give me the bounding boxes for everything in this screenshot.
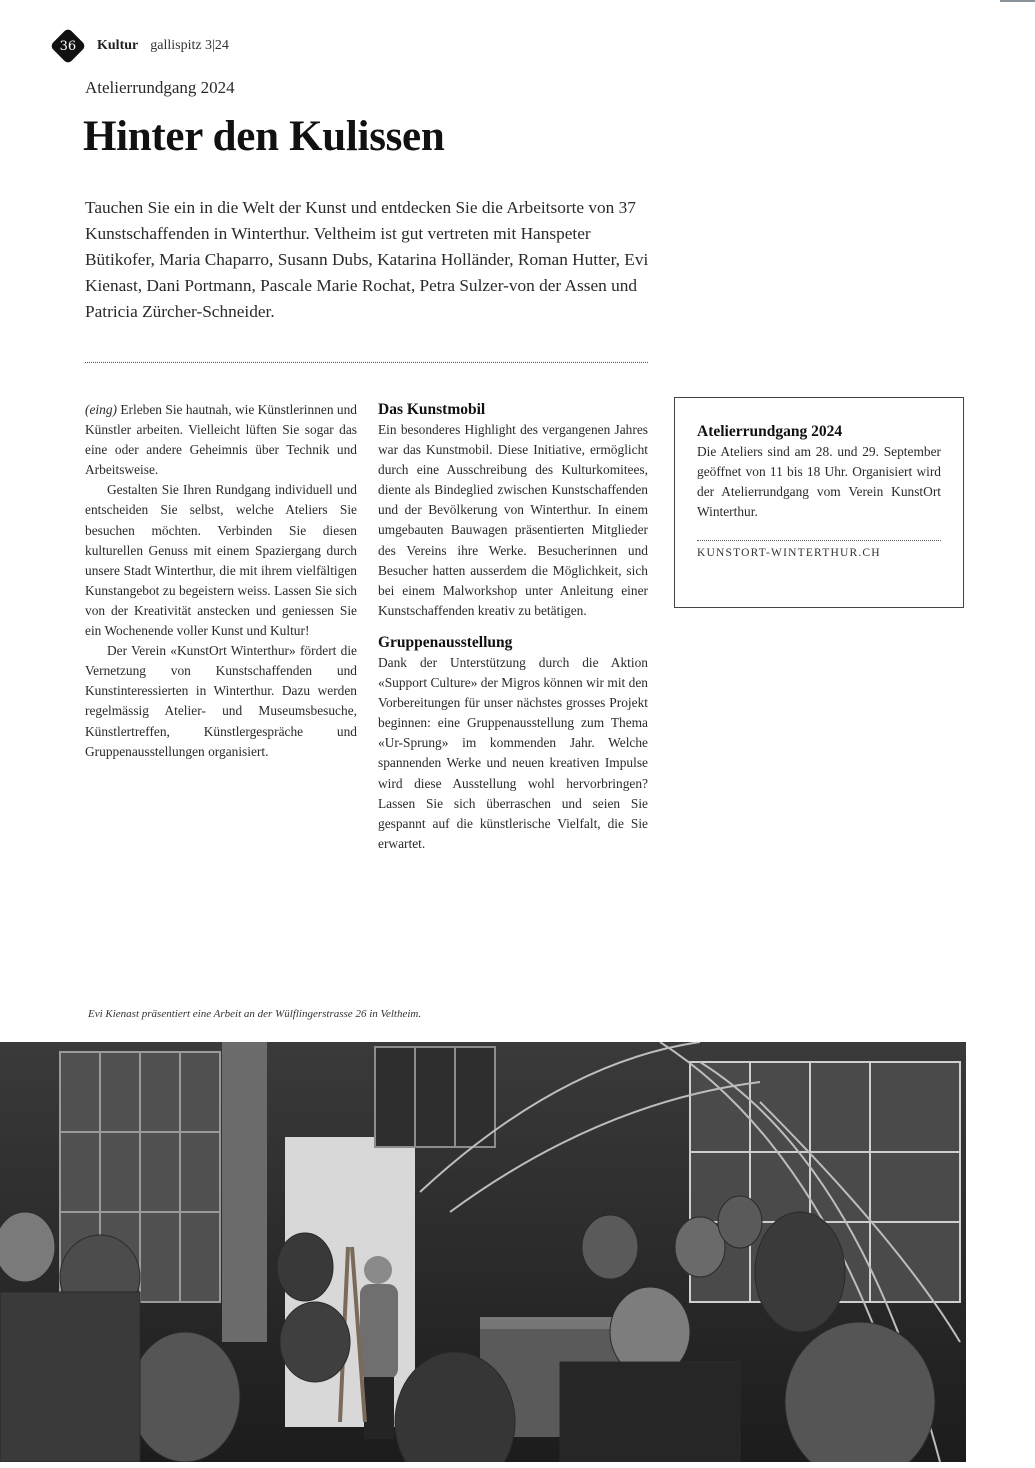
paragraph: Ein besonderes Highlight des vergangenen Jahres war das Kunstmobil. Diese Initiative, ermöglicht durch eine Ausschreibung des Kulturkomitees, diente als Bindeglied zwischen Kunstschaffenden und der Bevölkerung von Winterthur. In einem umgebauten Bauwagen präsentierten Mitglieder des Vereins ihre Werke. Besucherinnen und Besucher hatten ausserdem die Möglichkeit, sich bei einem Malworkshop unter Anleitung einer Kunstschaffenden kreativ zu betätigen. — [378, 422, 648, 618]
paragraph — [85, 400, 357, 480]
issue-label: gallispitz 3|24 — [150, 38, 229, 53]
article-photo — [0, 1042, 966, 1462]
info-box-text: Die Ateliers sind am 28. und 29. September geöffnet von 11 bis 18 Uhr. Organisiert wird der Atelierrundgang vom Verein KunstOrt Winterthur. — [697, 444, 941, 520]
website-link[interactable]: KUNSTORT-WINTERTHUR.CH — [697, 547, 881, 560]
source-tag: (eing) — [85, 402, 117, 417]
subheading-gruppenausstellung: Gruppenausstellung — [378, 633, 513, 651]
subheading-kunstmobil: Das Kunstmobil — [378, 401, 486, 418]
article-column-1 — [85, 400, 357, 762]
page-header — [55, 33, 229, 59]
article-column-2 — [378, 400, 648, 854]
info-box-divider — [697, 540, 941, 541]
windows-center — [375, 1047, 495, 1147]
info-box-title: Atelierrundgang 2024 — [697, 423, 843, 440]
piano-lid — [480, 1317, 630, 1329]
paragraph: Der Verein «KunstOrt Winterthur» fördert die Vernetzung von Kunstschaffenden und Kunstinteressierten in Winterthur. Dazu werden regelmässig Atelier- und Museumsbesuche, Künstlertreffen, Künstlergespräche und Gruppenausstellungen organisiert. — [85, 643, 357, 759]
photo-illustration — [0, 1042, 966, 1462]
lead-divider — [85, 362, 648, 363]
paragraph-text: Erleben Sie hautnah, wie Künstlerinnen und Künstler arbeiten. Vielleicht lüften Sie sogar das eine oder andere Geheimnis über Technik und Arbeitsweise. — [85, 402, 357, 478]
article-title: Hinter den Kulissen — [83, 113, 445, 160]
article-lead: Tauchen Sie ein in die Welt der Kunst und entdecken Sie die Arbeitsorte von 37 Kunstschaffenden in Winterthur. Veltheim ist gut vertreten mit Hanspeter Bütikofer, Maria Chaparro, Susann Dubs, Katarina Holländer, Roman Hutter, Evi Kienast, Dani Portmann, Pascale Marie Rochat, Petra Sulzer-von der Assen und Patricia Zürcher-Schneider. — [85, 198, 649, 321]
paragraph: Dank der Unterstützung durch die Aktion «Support Culture» der Migros können wir mit den Vorbereitungen für unser nächstes grosses Projekt beginnen: eine Gruppenausstellung zum Thema «Ur-Sprung» im kommenden Jahr. Welche spannenden Werke und neuen kreativen Impulse wird diese Ausstellung wohl hervorbringen? Lassen Sie sich überraschen und seien Sie gespannt auf die künstlerische Vielfalt, die Sie erwartet. — [378, 654, 648, 851]
paragraph: Gestalten Sie Ihren Rundgang individuell und entscheiden Sie selbst, welche Ateliers Sie besuchen möchten. Verbinden Sie diesen kulturellen Genuss mit einem Spaziergang durch unsere Stadt Winterthur, die mit ihrem vielfältigen Kunstangebot zu begeistern weiss. Lassen Sie sich von der Kreativität anstecken und geniessen Sie ein Wochenende voller Kunst und Kultur! — [85, 482, 357, 639]
page-number-badge — [50, 28, 87, 65]
photo-caption: Evi Kienast präsentiert eine Arbeit an der Wülflingerstrasse 26 in Veltheim. — [88, 1008, 422, 1020]
scan-edge-mark — [1000, 0, 1035, 2]
page-number: 36 — [59, 38, 77, 54]
info-box — [674, 397, 964, 608]
section-label: Kultur — [97, 38, 139, 53]
pillar — [222, 1042, 267, 1342]
article-kicker: Atelierrundgang 2024 — [85, 78, 235, 97]
